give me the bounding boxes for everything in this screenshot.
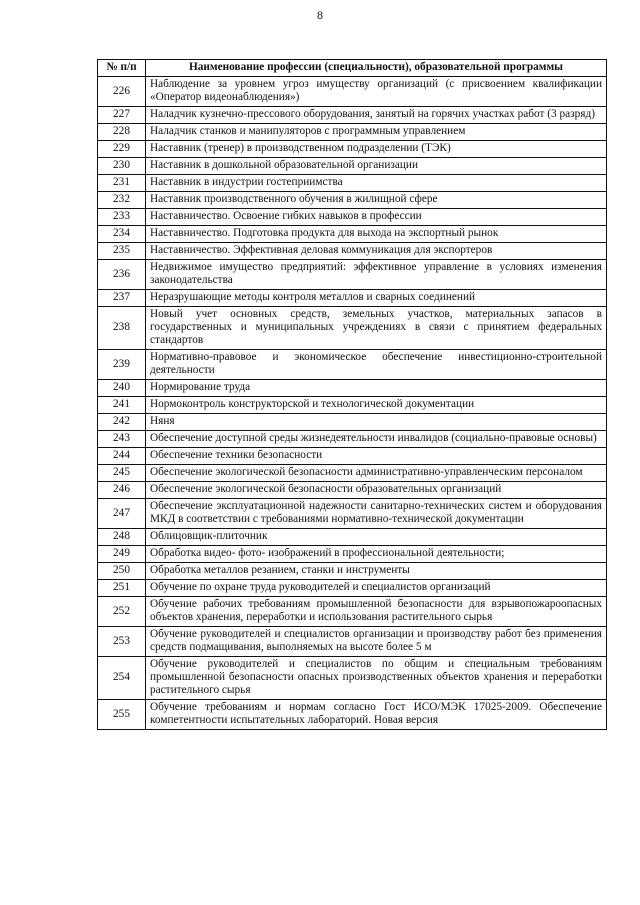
table-row: [98, 226, 607, 243]
table-row: [98, 260, 607, 290]
row-number: 247: [98, 499, 146, 529]
table-row: [98, 141, 607, 158]
row-number: 255: [98, 700, 146, 730]
row-number: 239: [98, 350, 146, 380]
table-row: [98, 431, 607, 448]
row-number: 235: [98, 243, 146, 260]
row-program-name: Наставник производственного обучения в жилищной сфере: [146, 192, 607, 209]
table-row: [98, 448, 607, 465]
row-program-name: Обучение руководителей и специалистов организации и производству работ без применения средств подмащивания, выполняемых на высоте более 5 м: [146, 627, 607, 657]
row-number: 229: [98, 141, 146, 158]
row-number: 254: [98, 657, 146, 700]
table-row: [98, 580, 607, 597]
row-program-name: Наставничество. Эффективная деловая коммуникация для экспортеров: [146, 243, 607, 260]
row-number: 233: [98, 209, 146, 226]
row-program-name: Наладчик станков и манипуляторов с программным управлением: [146, 124, 607, 141]
row-number: 252: [98, 597, 146, 627]
row-program-name: Неразрушающие методы контроля металлов и сварных соединений: [146, 290, 607, 307]
row-number: 250: [98, 563, 146, 580]
table-row: [98, 107, 607, 124]
row-number: 251: [98, 580, 146, 597]
table-row: [98, 414, 607, 431]
table-row: [98, 209, 607, 226]
page-number: 8: [317, 8, 323, 22]
row-number: 226: [98, 77, 146, 107]
table-row: [98, 563, 607, 580]
row-program-name: Наставник (тренер) в производственном подразделении (ТЭК): [146, 141, 607, 158]
row-number: 244: [98, 448, 146, 465]
table-header-row: [98, 60, 607, 77]
row-program-name: Наладчик кузнечно-прессового оборудования, занятый на горячих участках работ (3 разряд): [146, 107, 607, 124]
row-program-name: Обучение по охране труда руководителей и специалистов организаций: [146, 580, 607, 597]
row-number: 240: [98, 380, 146, 397]
table-row: [98, 77, 607, 107]
row-number: 253: [98, 627, 146, 657]
row-program-name: Обучение требованиям и нормам согласно Гост ИСО/МЭК 17025-2009. Обеспечение компетентности испытательных лабораторий. Новая версия: [146, 700, 607, 730]
table-row: [98, 175, 607, 192]
table-row: [98, 482, 607, 499]
table-row: [98, 700, 607, 730]
row-program-name: Обеспечение эксплуатационной надежности санитарно-технических систем и оборудования МКД в соответствии с требованиями нормативно-технической документации: [146, 499, 607, 529]
row-program-name: Нормоконтроль конструкторской и технологической документации: [146, 397, 607, 414]
row-program-name: Наставничество. Освоение гибких навыков в профессии: [146, 209, 607, 226]
row-program-name: Нормирование труда: [146, 380, 607, 397]
column-header-number: № п/п: [98, 60, 146, 77]
table-row: [98, 529, 607, 546]
row-number: 241: [98, 397, 146, 414]
table-row: [98, 380, 607, 397]
table-row: [98, 657, 607, 700]
row-number: 248: [98, 529, 146, 546]
row-program-name: Обеспечение экологической безопасности административно-управленческим персоналом: [146, 465, 607, 482]
row-number: 234: [98, 226, 146, 243]
table-row: [98, 546, 607, 563]
table-row: [98, 243, 607, 260]
row-program-name: Обработка металлов резанием, станки и инструменты: [146, 563, 607, 580]
row-program-name: Нормативно-правовое и экономическое обеспечение инвестиционно-строительной деятельности: [146, 350, 607, 380]
row-number: 245: [98, 465, 146, 482]
row-program-name: Наставник в индустрии гостеприимства: [146, 175, 607, 192]
table-row: [98, 499, 607, 529]
table-row: [98, 397, 607, 414]
row-program-name: Обеспечение доступной среды жизнедеятельности инвалидов (социально-правовые основы): [146, 431, 607, 448]
row-program-name: Обеспечение экологической безопасности образовательных организаций: [146, 482, 607, 499]
row-number: 243: [98, 431, 146, 448]
row-program-name: Обработка видео- фото- изображений в профессиональной деятельности;: [146, 546, 607, 563]
table-row: [98, 307, 607, 350]
row-program-name: Наблюдение за уровнем угроз имуществу организаций (с присвоением квалификации «Оператор видеонаблюдения»): [146, 77, 607, 107]
row-program-name: Наставничество. Подготовка продукта для выхода на экспортный рынок: [146, 226, 607, 243]
row-number: 249: [98, 546, 146, 563]
row-number: 246: [98, 482, 146, 499]
table-row: [98, 124, 607, 141]
table-row: [98, 350, 607, 380]
row-program-name: Обеспечение техники безопасности: [146, 448, 607, 465]
row-program-name: Обучение рабочих требованиям промышленной безопасности для взрывопожароопасных объектов хранения, переработки и использования растительного сырья: [146, 597, 607, 627]
professions-table: [97, 59, 607, 730]
table-row: [98, 192, 607, 209]
row-number: 238: [98, 307, 146, 350]
column-header-name: Наименование профессии (специальности), образовательной программы: [146, 60, 607, 77]
row-number: 237: [98, 290, 146, 307]
row-number: 236: [98, 260, 146, 290]
row-number: 228: [98, 124, 146, 141]
row-number: 230: [98, 158, 146, 175]
row-number: 232: [98, 192, 146, 209]
table-row: [98, 597, 607, 627]
table-row: [98, 465, 607, 482]
row-program-name: Облицовщик-плиточник: [146, 529, 607, 546]
row-program-name: Обучение руководителей и специалистов по общим и специальным требованиям промышленной безопасности опасных производственных объектов хранения и переработки растительного сырья: [146, 657, 607, 700]
row-number: 231: [98, 175, 146, 192]
row-program-name: Недвижимое имущество предприятий: эффективное управление в условиях изменения законодательства: [146, 260, 607, 290]
table-row: [98, 290, 607, 307]
row-number: 227: [98, 107, 146, 124]
row-program-name: Няня: [146, 414, 607, 431]
row-number: 242: [98, 414, 146, 431]
table-row: [98, 158, 607, 175]
table-body: [98, 77, 607, 730]
row-program-name: Наставник в дошкольной образовательной организации: [146, 158, 607, 175]
table-row: [98, 627, 607, 657]
row-program-name: Новый учет основных средств, земельных участков, материальных запасов в государственных и муниципальных учреждениях в связи с принятием федеральных стандартов: [146, 307, 607, 350]
